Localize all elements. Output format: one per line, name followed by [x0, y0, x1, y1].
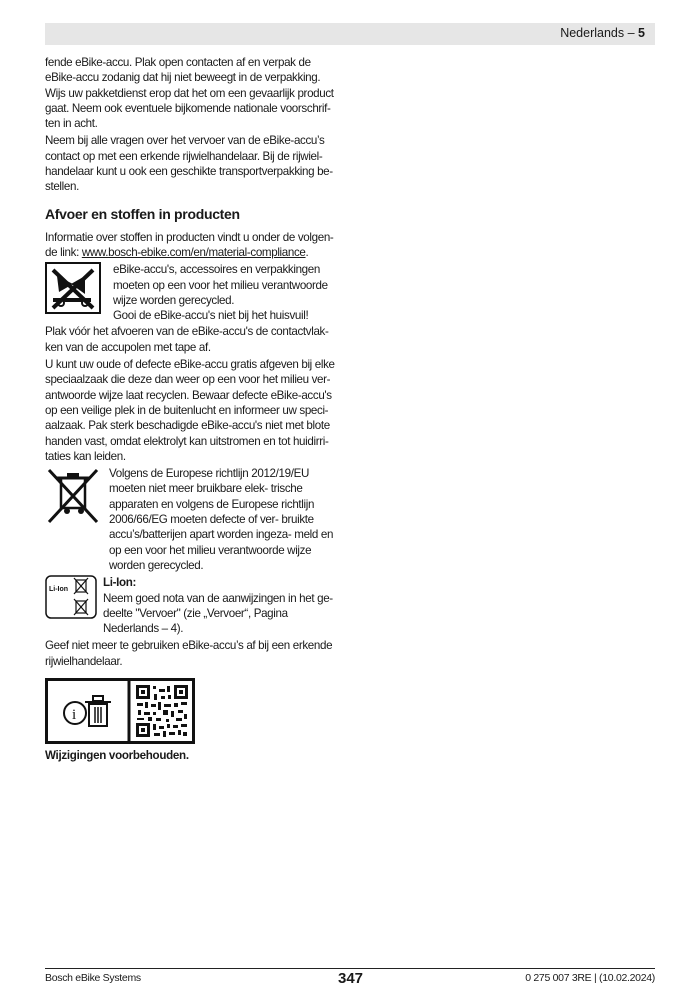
info-qr-box	[45, 678, 195, 744]
section-heading: Afvoer en stoffen in producten	[45, 205, 240, 222]
paragraph-return-battery: U kunt uw oude of defecte eBike-accu gratis afgeven bij elke speciaalzaak die deze dan weer op een voor het milieu ver- antwoorde wijze laat recyclen. Bewaar defecte eBike-accu's op een veilige plek in de buitenlucht en informeer uw speci- aalzaak. Pak sterk beschadigde eBike-accu's niet met blote handen vast, omdat elektrolyt kan uitstromen en tot huidirri- taties kan leiden.	[45, 358, 335, 463]
paragraph-transport-questions: Neem bij alle vragen over het vervoer van de eBike-accu’s contact op met een erkende rijwielhandelaar. Bij de rijwiel- handelaar kunt u ook een geschikte transportverpakking be- stellen.	[45, 134, 333, 194]
liion-block	[45, 575, 341, 636]
material-compliance-link[interactable]: www.bosch-ebike.com/en/material-compliance	[81, 245, 306, 259]
footer-divider	[45, 968, 655, 969]
main-column	[45, 55, 341, 669]
page-header: Nederlands – 5	[45, 23, 655, 45]
liion-text: Neem goed nota van de aanwijzingen in het ge- deelte "Vervoer" (zie „Vervoer“, Pagina Nederlands – 4).	[103, 591, 333, 636]
footer-doc-code: 0 275 007 3RE | (10.02.2024)	[525, 972, 655, 984]
li-ion-recycling-icon	[45, 575, 97, 619]
paragraph-tape-contacts: Plak vóór het afvoeren van de eBike-accu's de contactvlak- ken van de accupolen met tape af.	[45, 325, 329, 354]
footer-brand: Bosch eBike Systems	[45, 972, 141, 984]
liion-title: Li-Ion:	[103, 576, 136, 590]
qr-code-icon	[136, 685, 188, 737]
recycle-block	[45, 262, 341, 323]
recycle-text: eBike-accu's, accessoires en verpakkingen moeten op een voor het milieu verantwoorde wijze worden gerecycled.	[113, 263, 328, 307]
paragraph-packaging: fende eBike-accu. Plak open contacten af en verpak de eBike-accu zodanig dat hij niet beweegt in de verpakking. Wijs uw pakketdienst erop dat het om een gevaarlijk product gaat. Neem ook eventuele bijkomende nationale voorschrif- ten in acht.	[45, 56, 334, 131]
weee-block	[45, 466, 341, 573]
footer-page-number: 347	[338, 970, 364, 987]
weee-text: Volgens de Europese richtlijn 2012/19/EU moeten niet meer bruikbare elek- trische apparaten en volgens de Europese richtlijn 2006/66/EG moeten defecte of ver- bruikte accu’s/batterijen apart worden ingeza- meld en op een voor het milieu verantwoorde wijze worden gerecycled.	[109, 467, 334, 572]
no-household-waste-icon	[45, 262, 101, 314]
paragraph-dealer-return: Geef niet meer te gebruiken eBike-accu’s af bij een erkende rijwielhandelaar.	[45, 639, 333, 668]
crossed-out-bin-icon	[45, 466, 101, 526]
li-ion-icon-label: Li-Ion	[49, 586, 69, 594]
svg-text:i: i	[72, 707, 77, 723]
changes-reserved-note: Wijzigingen voorbehouden.	[45, 749, 189, 762]
household-waste-text: Gooi de eBike-accu's niet bij het huisvuil!	[113, 309, 309, 323]
header-language: Nederlands	[560, 26, 625, 40]
paragraph-substances: Informatie over stoffen in producten vindt u onder de volgen- de link: www.bosch-ebike.com/en/material-compliance.	[45, 230, 334, 259]
header-page-number: 5	[638, 26, 645, 40]
